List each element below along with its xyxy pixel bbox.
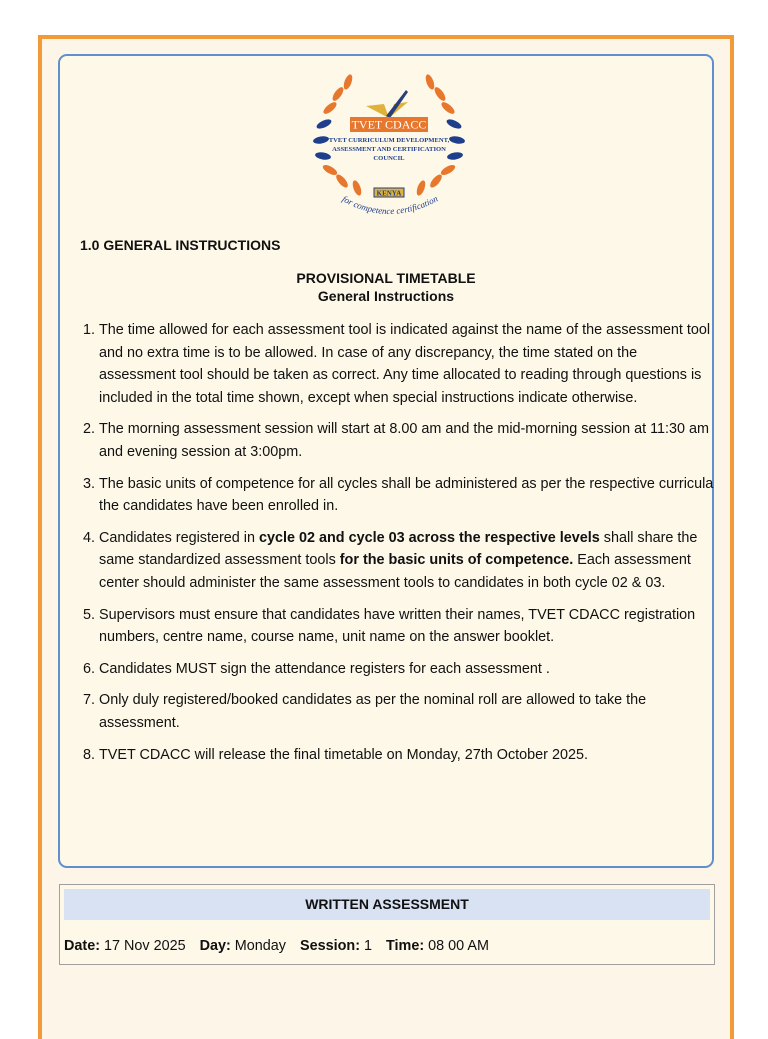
org-line-3: COUNCIL [373,155,405,162]
instruction-text: Candidates MUST sign the attendance registers for each assessment . [99,660,550,677]
org-line-1: TVET CURRICULUM DEVELOPMENT, [328,137,450,144]
instruction-text: The morning assessment session will start at 8.00 am and the mid-morning session at 11:30 am and evening session at 3:00pm. [99,421,710,460]
session-label: Session: [300,938,360,954]
date-value: 17 Nov 2025 [103,938,186,954]
instructions-list [80,319,714,775]
instruction-item [99,418,714,463]
instruction-text-pre: Candidates registered in [99,529,259,546]
instruction-bold-cycles: cycle 02 and cycle 03 across the respective levels [259,529,600,546]
instruction-item [99,689,714,734]
brand-text: TVET CDACC [351,117,427,132]
tvet-cdacc-logo [310,68,468,218]
instruction-text: Supervisors must ensure that candidates have written their names, TVET CDACC registration numbers, centre name, course name, unit name on the answer booklet. [99,606,696,646]
laurel-left-icon [313,73,364,196]
date-label: Date: [64,938,100,954]
instruction-text: The basic units of competence for all cycles shall be administered as per the respective curricula the candidates have been enrolled in. [99,475,714,515]
kenya-text: KENYA [376,189,402,198]
page-title: PROVISIONAL TIMETABLE [296,270,476,286]
instruction-item [99,319,714,409]
section-heading: 1.0 GENERAL INSTRUCTIONS [80,237,281,253]
time-value: 08 00 AM [428,938,489,954]
instruction-item [99,658,714,681]
instruction-item [99,527,714,595]
time-label: Time: [386,938,425,954]
written-assessment-table [59,884,715,965]
book-emblem-icon [366,90,408,118]
instruction-text: TVET CDACC will release the final timetable on Monday, 27th October 2025. [99,746,588,763]
day-label: Day: [199,938,231,954]
org-line-2: ASSESSMENT AND CERTIFICATION [332,146,446,153]
assessment-header: WRITTEN ASSESSMENT [64,889,710,920]
instruction-text-post: Each assessment center should administer the same assessment tools to candidates in both cycle 02 & 03. [99,552,691,591]
instruction-item [99,744,714,767]
assessment-details-row [64,938,489,954]
instruction-text: Only duly registered/booked candidates as per the nominal roll are allowed to take the assessment. [99,692,647,731]
page-subtitle: General Instructions [317,288,455,304]
instructions-panel [58,54,714,868]
instruction-item [99,604,714,649]
day-value: Monday [234,938,286,954]
instruction-text: The time allowed for each assessment tool is indicated against the name of the assessment tool and no extra time is to be allowed. In case of any discrepancy, the time stated on the assessment tool should be taken as correct. Any time allocated to reading through questions is included in the total time shown, except when special instructions indicate otherwise. [99,322,711,406]
motto-text: for competence certification [340,193,440,217]
session-value: 1 [363,938,372,954]
laurel-right-icon [415,73,466,196]
instruction-text-mid: shall share the same standardized assessment tools [99,529,698,569]
instruction-item [99,473,714,518]
instruction-bold-basic-units: for the basic units of competence. [339,552,574,569]
page-frame [38,35,734,1039]
